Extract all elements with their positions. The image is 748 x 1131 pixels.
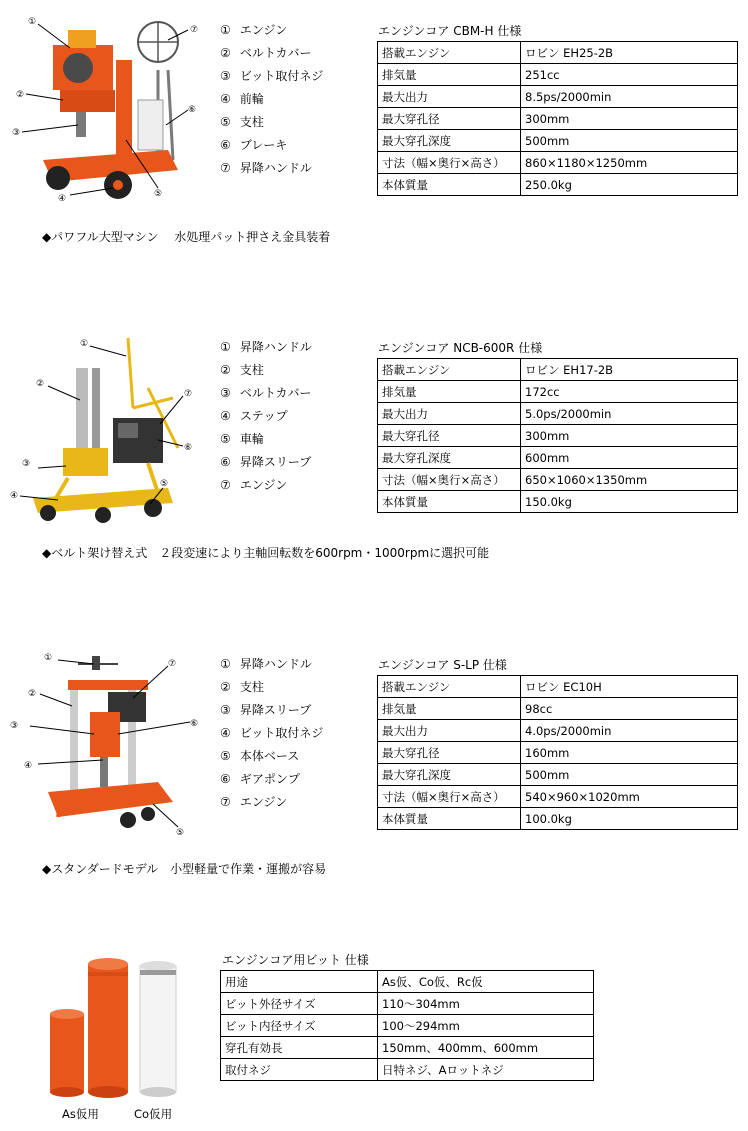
part-item: ① エンジン: [220, 23, 288, 37]
callout-7: ⑦: [184, 389, 193, 399]
table-row: 本体質量 150.0kg: [378, 491, 738, 513]
machine-photo-ncb-600r: [8, 328, 208, 528]
part-item: ⑦ エンジン: [220, 795, 288, 809]
table-row: 最大穿孔径 160mm: [378, 742, 738, 764]
part-item: ① 昇降ハンドル: [220, 340, 312, 354]
machine-photo-cbm-h: [8, 10, 208, 205]
table-row: 最大穿孔径 300mm: [378, 425, 738, 447]
part-item: ④ 前輪: [220, 92, 264, 106]
callout-2: ②: [36, 379, 45, 389]
part-item: ② 支柱: [220, 680, 264, 694]
bit-label-co: Co仮用: [134, 1107, 173, 1121]
callout-3: ③: [10, 721, 19, 731]
part-item: ④ ステップ: [220, 409, 288, 423]
part-item: ③ ベルトカバー: [220, 386, 312, 400]
callout-6: ⑥: [184, 443, 193, 453]
machine-photo-s-lp: [8, 642, 208, 842]
callout-6: ⑥: [190, 719, 199, 729]
table-row: 排気量 251cc: [378, 64, 738, 86]
feature-note-s-lp: ◆スタンダードモデル 小型軽量で作業・運搬が容易: [42, 862, 327, 876]
callout-6: ⑥: [188, 105, 197, 115]
table-row: 取付ネジ 日特ネジ、Aロットネジ: [221, 1059, 594, 1081]
table-row: 最大出力 8.5ps/2000min: [378, 86, 738, 108]
table-row: 最大穿孔径 300mm: [378, 108, 738, 130]
table-row: 最大出力 5.0ps/2000min: [378, 403, 738, 425]
table-row: 寸法（幅×奥行×高さ） 540×960×1020mm: [378, 786, 738, 808]
parts-list-s-lp: [220, 656, 323, 817]
callout-4: ④: [10, 491, 19, 501]
spec-table-bits: [220, 970, 594, 1081]
callout-1: ①: [80, 339, 89, 349]
table-row: 最大穿孔深度 600mm: [378, 447, 738, 469]
machine-section-ncb-600r: [0, 320, 748, 570]
table-row: ビット内径サイズ 100～294mm: [221, 1015, 594, 1037]
part-item: ⑥ ギアポンプ: [220, 772, 300, 786]
callout-7: ⑦: [168, 659, 177, 669]
table-row: 穿孔有効長 150mm、400mm、600mm: [221, 1037, 594, 1059]
callout-3: ③: [22, 459, 31, 469]
part-item: ⑥ ブレーキ: [220, 138, 288, 152]
spec-title-cbm-h: エンジンコア CBM-H 仕様: [378, 24, 522, 38]
callout-4: ④: [58, 194, 67, 204]
cbm-h-illustration: [8, 10, 208, 205]
callout-2: ②: [28, 689, 37, 699]
feature-note-ncb-600r: ◆ベルト架け替え式 ２段変速により主軸回転数を600rpm・1000rpmに選択可能: [42, 546, 490, 560]
table-row: 最大出力 4.0ps/2000min: [378, 720, 738, 742]
table-row: 搭載エンジン ロビン EH17-2B: [378, 359, 738, 381]
part-item: ⑤ 本体ベース: [220, 749, 300, 763]
part-item: ① 昇降ハンドル: [220, 657, 312, 671]
callout-7: ⑦: [190, 25, 199, 35]
table-row: 最大穿孔深度 500mm: [378, 764, 738, 786]
callout-1: ①: [28, 17, 37, 27]
part-item: ③ ビット取付ネジ: [220, 69, 324, 83]
bits-section: [0, 940, 748, 1131]
ncb-600r-illustration: [8, 328, 208, 528]
bit-label-as: As仮用: [62, 1107, 99, 1121]
bits-photo: [46, 952, 196, 1102]
part-item: ② ベルトカバー: [220, 46, 312, 60]
callout-3: ③: [12, 128, 21, 138]
machine-section-cbm-h: [0, 0, 748, 250]
spec-title-ncb-600r: エンジンコア NCB-600R 仕様: [378, 341, 543, 355]
spec-title-bits: エンジンコア用ビット 仕様: [222, 953, 369, 967]
spec-title-s-lp: エンジンコア S-LP 仕様: [378, 658, 507, 672]
callout-5: ⑤: [176, 828, 185, 838]
table-row: 用途 As仮、Co仮、Rc仮: [221, 971, 594, 993]
part-item: ④ ビット取付ネジ: [220, 726, 324, 740]
table-row: 搭載エンジン ロビン EH25-2B: [378, 42, 738, 64]
part-item: ⑦ 昇降ハンドル: [220, 161, 312, 175]
part-item: ③ 昇降スリーブ: [220, 703, 312, 717]
s-lp-illustration: [8, 642, 208, 842]
callout-5: ⑤: [160, 479, 169, 489]
part-item: ② 支柱: [220, 363, 264, 377]
table-row: 排気量 172cc: [378, 381, 738, 403]
spec-table-cbm-h: [377, 41, 738, 196]
part-item: ⑥ 昇降スリーブ: [220, 455, 312, 469]
table-row: ビット外径サイズ 110～304mm: [221, 993, 594, 1015]
feature-note-cbm-h: ◆パワフル大型マシン 水処理パット押さえ金具装着: [42, 230, 331, 244]
callout-2: ②: [16, 90, 25, 100]
callout-5: ⑤: [154, 189, 163, 199]
table-row: 排気量 98cc: [378, 698, 738, 720]
callout-4: ④: [24, 761, 33, 771]
spec-table-ncb-600r: [377, 358, 738, 513]
callout-1: ①: [44, 653, 53, 663]
parts-list-ncb-600r: [220, 339, 312, 500]
table-row: 寸法（幅×奥行×高さ） 860×1180×1250mm: [378, 152, 738, 174]
spec-table-s-lp: [377, 675, 738, 830]
table-row: 搭載エンジン ロビン EC10H: [378, 676, 738, 698]
table-row: 本体質量 250.0kg: [378, 174, 738, 196]
table-row: 最大穿孔深度 500mm: [378, 130, 738, 152]
parts-list-cbm-h: [220, 22, 323, 183]
part-item: ⑤ 支柱: [220, 115, 264, 129]
machine-section-s-lp: [0, 638, 748, 888]
table-row: 寸法（幅×奥行×高さ） 650×1060×1350mm: [378, 469, 738, 491]
core-bits-illustration: [46, 952, 196, 1102]
part-item: ⑦ エンジン: [220, 478, 288, 492]
table-row: 本体質量 100.0kg: [378, 808, 738, 830]
part-item: ⑤ 車輪: [220, 432, 264, 446]
